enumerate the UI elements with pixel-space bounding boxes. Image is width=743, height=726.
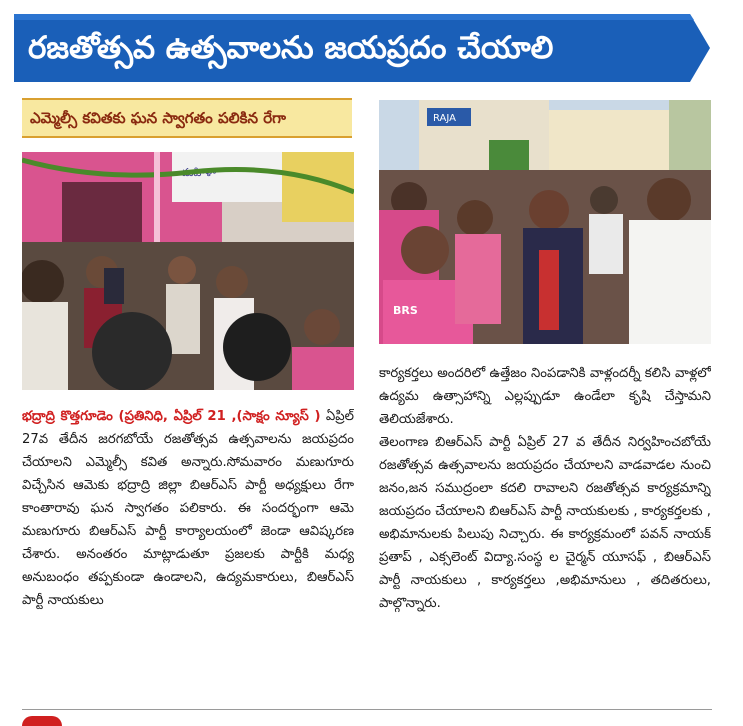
left-column — [22, 405, 354, 701]
headline: రజతోత్సవ ఉత్సవాలను జయప్రదం చేయాలి — [28, 30, 554, 66]
sign-text: మహిళా — [182, 166, 217, 179]
subheading: ఎమ్మెల్సీ కవితకు ఘన స్వాగతం పలికిన రేగా — [22, 98, 352, 138]
dateline: భద్రాద్రి కొత్తగూడెం (ప్రతినిధి, ఏప్రిల్ 21 ,(సాక్షం న్యూస్ ) — [22, 409, 321, 424]
right-body-2: తెలంగాణ బిఆర్ఎస్ పార్టీ ఏప్రిల్ 27 వ తేదీన నిర్వహించబోయే రజతోత్సవ ఉత్సవాలను జయప్రదం చేయాలని వాడవాడల నుంచి జనం,జన సముద్రంలా కదలి రావాలని రజతోత్సవ కార్యక్రమాన్ని జయప్రదం చేయాలని బిఆర్ఎస్ పార్టీ నాయకులకు , కార్యకర్తలకు , అభిమానులకు పిలుపు నిచ్చారు. ఈ కార్యక్రమంలో పవన్ నాయక్ ప్రతాప్ , ఎక్సలెంట్ విద్యా.సంస్థ ల చైర్మన్ యూసఫ్ , బిఆర్ఎస్ పార్టీ నాయకులు , కార్యకర్తలు ,అభిమానులు , తదితరులు, పాల్గొన్నారు. — [379, 435, 711, 611]
right-column — [379, 362, 711, 702]
bottom-mark — [22, 716, 62, 726]
badge-text: BRS — [393, 304, 418, 317]
photo-icon — [22, 152, 354, 390]
bottom-rule — [22, 709, 712, 710]
headline-banner — [14, 14, 710, 82]
shop-sign: RAJA — [433, 113, 456, 124]
photo-left — [22, 152, 354, 390]
photo-icon — [379, 100, 711, 344]
left-body: ఏప్రిల్ 27వ తేదీన జరగబోయే రజతోత్సవ ఉత్సవాలను జయప్రదం చేయాలని ఎమ్మెల్సీ కవిత అన్నారు.సోమవారం మణుగూరు విచ్చేసిన ఆమెకు భద్రాద్రి జిల్లా బిఆర్ఎస్ పార్టీ అధ్యక్షులు రేగా కాంతారావు ఘన స్వాగతం పలికారు. ఈ సందర్భంగా ఆమె మణుగూరు బిఆర్ఎస్ పార్టీ కార్యాలయంలో జెండా ఆవిష్కరణ చేశారు. అనంతరం మాట్లాడుతూ ప్రజలకు పార్టీకి మధ్య అనుబంధం తప్పకుండా ఉండాలని, ఉద్యమకారులు, బిఆర్ఎస్ పార్టీ నాయకులు — [22, 409, 354, 608]
right-body-1: కార్యకర్తలు అందరిలో ఉత్తేజం నింపడానికి వాళ్లందర్నీ కలిసి వాళ్లలో ఉద్యమ ఉత్సాహాన్ని ఎల్లప్పుడూ ఉండేలా కృషి చేస్తామని తెలియజేశారు. — [379, 366, 711, 427]
photo-right — [379, 100, 711, 344]
